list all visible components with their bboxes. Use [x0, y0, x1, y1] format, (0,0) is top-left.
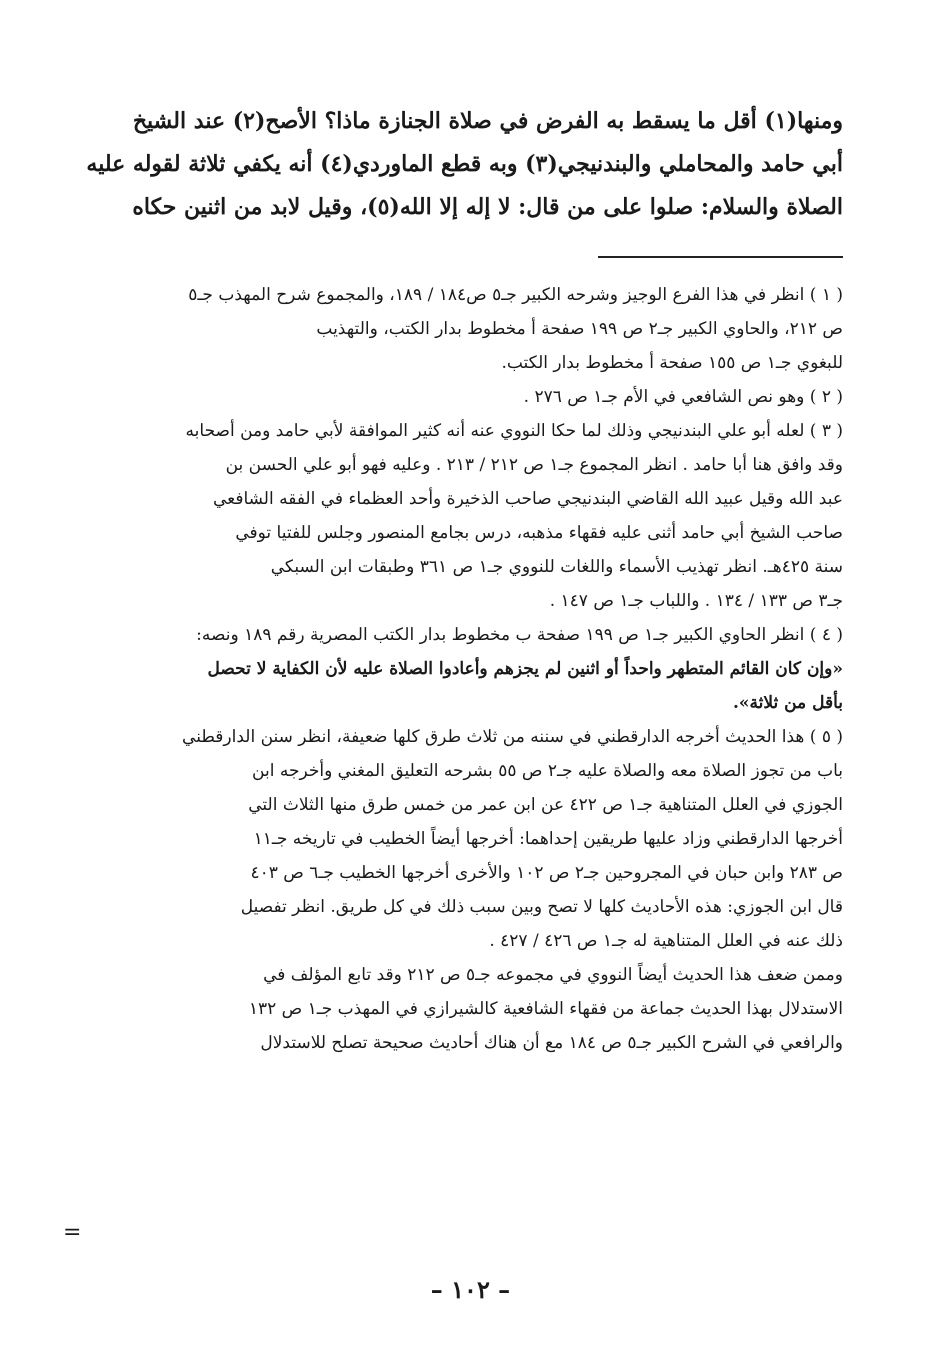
- main-line: ومنها(١) أقل ما يسقط به الفرض في صلاة الجنازة ماذا؟ الأصح(٢) عند الشيخ: [132, 108, 843, 134]
- main-text: [86, 100, 843, 229]
- footnote-4: [98, 618, 843, 720]
- footnote-line: للبغوي جـ١ ص ١٥٥ صفحة أ مخطوط بدار الكتب.: [501, 353, 843, 373]
- footnote-quote-line: بأقل من ثلاثة».: [732, 693, 843, 713]
- footnote-line: باب من تجوز الصلاة معه والصلاة عليه جـ٢ ص ٥٥ بشرحه التعليق المغني وأخرجه ابن: [252, 761, 843, 781]
- page: [63, 100, 843, 1340]
- footnote-line: الجوزي في العلل المتناهية جـ١ ص ٤٢٢ عن ابن عمر من خمس طرق منها الثلاث التي: [248, 795, 843, 815]
- footnote-line: ( ٤ ) انظر الحاوي الكبير جـ١ ص ١٩٩ صفحة ب مخطوط بدار الكتب المصرية رقم ١٨٩ ونصه:: [196, 625, 843, 645]
- footnote-quote-line: «وإن كان القائم المتطهر واحداً أو اثنين لم يجزهم وأعادوا الصلاة عليه لأن الكفاية لا تحصل: [207, 659, 843, 679]
- footnote-line: عبد الله وقيل عبيد الله القاضي البندنيجي صاحب الذخيرة وأحد العظماء في الفقه الشافعي: [212, 489, 843, 509]
- footnote-line: وممن ضعف هذا الحديث أيضاً النووي في مجموعه جـ٥ ص ٢١٢ وقد تابع المؤلف في: [263, 965, 843, 985]
- page-number: – ١٠٢ –: [430, 1275, 511, 1304]
- footnote-line: والرافعي في الشرح الكبير جـ٥ ص ١٨٤ مع أن هناك أحاديث صحيحة تصلح للاستدلال: [260, 1033, 843, 1053]
- footnote-line: ذلك عنه في العلل المتناهية له جـ١ ص ٤٢٦ / ٤٢٧ .: [489, 931, 843, 951]
- footnote-5-continued: [98, 958, 843, 1060]
- footnote-line: جـ٣ ص ١٣٣ / ١٣٤ . واللباب جـ١ ص ١٤٧ .: [549, 591, 843, 611]
- footnote-1: [98, 278, 843, 380]
- main-line: أبي حامد والمحاملي والبندنيجي(٣) وبه قطع الماوردي(٤) أنه يكفي ثلاثة لقوله عليه: [86, 151, 843, 177]
- footnote-separator: [598, 256, 843, 258]
- footnote-line: ( ٥ ) هذا الحديث أخرجه الدارقطني في سننه من ثلاث طرق كلها ضعيفة، انظر سنن الدارقطني: [182, 727, 843, 747]
- footnote-2: [98, 380, 843, 414]
- footnote-line: ( ٢ ) وهو نص الشافعي في الأم جـ١ ص ٢٧٦ .: [523, 387, 843, 407]
- main-line: الصلاة والسلام: صلوا على من قال: لا إله إلا الله(٥)، وقيل لابد من اثنين حكاه: [132, 194, 843, 220]
- footnotes: [98, 278, 843, 1060]
- footnote-3: [98, 414, 843, 618]
- footnote-5: [98, 720, 843, 958]
- footnote-line: ص ٢٨٣ وابن حبان في المجروحين جـ٢ ص ١٠٢ والأخرى أخرجها الخطيب جـ٦ ص ٤٠٣: [250, 863, 843, 883]
- footnote-line: قال ابن الجوزي: هذه الأحاديث كلها لا تصح وبين سبب ذلك في كل طريق. انظر تفصيل: [240, 897, 843, 917]
- footnote-line: وقد وافق هنا أبا حامد . انظر المجموع جـ١ ص ٢١٢ / ٢١٣ . وعليه فهو أبو علي الحسن بن: [225, 455, 843, 475]
- footnote-line: ( ١ ) انظر في هذا الفرع الوجيز وشرحه الكبير جـ٥ ص١٨٤ / ١٨٩، والمجموع شرح المهذب جـ٥: [188, 285, 843, 305]
- footnote-line: سنة ٤٢٥هـ. انظر تهذيب الأسماء واللغات للنووي جـ١ ص ٣٦١ وطبقات ابن السبكي: [270, 557, 843, 577]
- footnote-line: ( ٣ ) لعله أبو علي البندنيجي وذلك لما حكا النووي عنه أنه كثير الموافقة لأبي حامد ومن أصحابه: [185, 421, 843, 441]
- footnote-line: صاحب الشيخ أبي حامد أثنى عليه فقهاء مذهبه، درس بجامع المنصور وجلس للفتيا توفي: [235, 523, 843, 543]
- footnote-line: الاستدلال بهذا الحديث جماعة من فقهاء الشافعية كالشيرازي في المهذب جـ١ ص ١٣٢: [248, 999, 843, 1019]
- continuation-mark: =: [63, 1220, 82, 1245]
- footnote-line: ص ٢١٢، والحاوي الكبير جـ٢ ص ١٩٩ صفحة أ مخطوط بدار الكتب، والتهذيب: [316, 319, 843, 339]
- footnote-line: أخرجها الدارقطني وزاد عليها طريقين إحداهما: أخرجها أيضاً الخطيب في تاريخه جـ١١: [253, 829, 843, 849]
